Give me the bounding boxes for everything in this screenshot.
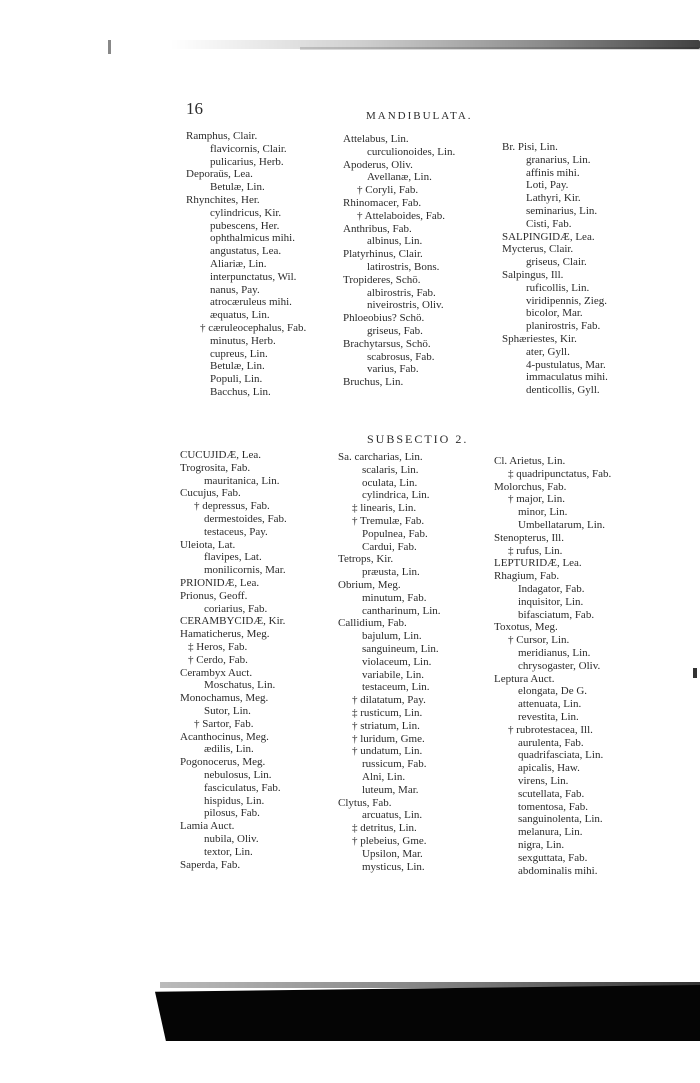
species-entry: Phloeobius? Schö. [343, 312, 425, 325]
species-entry: scutellata, Fab. [518, 787, 585, 800]
species-entry: Rhynchites, Her. [186, 193, 260, 206]
species-entry: meridianus, Lin. [518, 646, 591, 659]
species-entry: latirostris, Bons. [367, 260, 440, 273]
species-entry: Ramphus, Clair. [186, 130, 258, 142]
species-entry: tomentosa, Fab. [518, 800, 588, 813]
species-entry: griseus, Fab. [367, 324, 423, 337]
species-entry: † Cerdo, Fab. [188, 653, 248, 666]
species-entry: Bacchus, Lin. [210, 385, 271, 398]
species-entry: cylindrica, Lin. [362, 489, 430, 502]
species-entry: revestita, Lin. [518, 710, 579, 723]
species-entry: niveirostris, Oliv. [367, 299, 444, 312]
species-entry: elongata, De G. [518, 685, 588, 698]
species-entry: † undatum, Lin. [352, 745, 423, 758]
margin-mark [108, 40, 111, 54]
species-entry: viridipennis, Zieg. [526, 294, 607, 307]
species-entry: Obrium, Meg. [338, 578, 401, 591]
species-entry: mysticus, Lin. [362, 860, 425, 873]
species-entry: cantharinum, Lin. [362, 604, 441, 617]
species-entry: ‡ linearis, Lin. [352, 502, 417, 515]
species-entry: Br. Pisi, Lin. [502, 141, 558, 153]
species-entry: sanguineum, Lin. [362, 642, 439, 655]
species-entry: aurulenta, Fab. [518, 736, 584, 749]
species-entry: nebulosus, Lin. [204, 768, 272, 781]
species-entry: ‡ rusticum, Lin. [352, 706, 423, 719]
species-entry: Molorchus, Fab. [494, 480, 567, 493]
species-entry: † dilatatum, Pay. [352, 694, 426, 707]
species-entry: Sa. carcharias, Lin. [338, 451, 423, 463]
species-entry: 4-pustulatus, Mar. [526, 358, 606, 371]
species-entry: † Cursor, Lin. [508, 634, 570, 647]
species-entry: æquatus, Lin. [210, 309, 270, 322]
species-entry: Lathyri, Kir. [526, 192, 581, 205]
species-entry: atrocæruleus mihi. [210, 296, 292, 309]
species-entry: Cucujus, Fab. [180, 487, 241, 500]
species-entry: Cisti, Fab. [526, 217, 572, 230]
species-entry: Callidium, Fab. [338, 617, 407, 630]
species-entry: Clytus, Fab. [338, 796, 392, 809]
species-entry: russicum, Fab. [362, 758, 427, 771]
species-entry: abdominalis mihi. [518, 864, 598, 877]
species-entry: oculata, Lin. [362, 476, 418, 489]
species-entry: Cerambyx Auct. [180, 666, 253, 679]
species-entry: ‡ quadripunctatus, Fab. [508, 467, 612, 480]
species-entry: nubila, Oliv. [204, 832, 259, 845]
species-entry: coriarius, Fab. [204, 602, 268, 615]
species-entry: sanguinolenta, Lin. [518, 813, 603, 826]
species-entry: Mycterus, Clair. [502, 243, 574, 256]
species-entry: Aliariæ, Lin. [210, 257, 267, 270]
species-entry: ‡ detritus, Lin. [352, 822, 417, 835]
species-entry: testaceum, Lin. [362, 681, 430, 694]
species-entry: Betulæ, Lin. [210, 360, 265, 373]
species-entry: Loti, Pay. [526, 179, 569, 192]
species-entry: griseus, Clair. [526, 256, 587, 269]
species-entry: variabile, Lin. [362, 668, 425, 681]
species-entry: scabrosus, Fab. [367, 350, 435, 363]
species-entry: Cl. Arietus, Lin. [494, 455, 566, 467]
species-entry: immaculatus mihi. [526, 371, 608, 384]
species-entry: scalaris, Lin. [362, 463, 419, 476]
species-entry: Toxotus, Meg. [494, 621, 558, 634]
species-entry: denticollis, Gyll. [526, 384, 600, 397]
species-entry: bifasciatum, Fab. [518, 608, 595, 621]
species-entry: melanura, Lin. [518, 826, 583, 839]
species-entry: ‡ rufus, Lin. [508, 544, 563, 557]
species-entry: nanus, Pay. [210, 283, 260, 296]
species-entry: attenuata, Lin. [518, 698, 582, 711]
species-entry: Tropideres, Schö. [343, 273, 421, 286]
species-column-6 [494, 455, 611, 877]
species-entry: Moschatus, Lin. [204, 679, 276, 692]
species-entry: Stenopterus, Ill. [494, 531, 564, 544]
species-entry: ater, Gyll. [526, 345, 570, 358]
species-entry: † Coryli, Fab. [357, 184, 419, 197]
species-entry: Acanthocinus, Meg. [180, 730, 269, 743]
species-entry: flavicornis, Clair. [210, 142, 287, 155]
species-entry: Upsilon, Mar. [362, 847, 423, 860]
species-entry: Attelabus, Lin. [343, 133, 409, 145]
species-entry: † striatum, Lin. [352, 719, 420, 732]
species-entry: fasciculatus, Fab. [204, 781, 281, 794]
species-entry: Saperda, Fab. [180, 858, 241, 871]
species-entry: Bruchus, Lin. [343, 376, 404, 389]
species-entry: albirostris, Fab. [367, 286, 436, 299]
scan-bottom-shadow [155, 985, 700, 1041]
species-entry: † plebeius, Gme. [352, 834, 427, 847]
subsection-heading: SUBSECTIO 2. [367, 432, 469, 446]
species-entry: PRIONIDÆ, Lea. [180, 576, 260, 589]
species-entry: inquisitor, Lin. [518, 595, 584, 608]
species-entry: præusta, Lin. [362, 566, 420, 579]
species-entry: hispidus, Lin. [204, 794, 265, 807]
margin-mark [693, 668, 697, 678]
species-entry: Uleiota, Lat. [180, 538, 236, 551]
species-entry: pulicarius, Herb. [210, 155, 284, 168]
species-entry: ‡ Heros, Fab. [188, 640, 248, 653]
species-column-4 [180, 449, 287, 871]
species-entry: † depressus, Fab. [194, 500, 270, 513]
species-entry: flavipes, Lat. [204, 551, 262, 564]
species-entry: pilosus, Fab. [204, 807, 260, 820]
species-entry: Lamia Auct. [180, 820, 235, 833]
species-entry: Umbellatarum, Lin. [518, 518, 606, 531]
species-entry: angustatus, Lea. [210, 245, 282, 258]
species-entry: Hamaticherus, Meg. [180, 628, 270, 641]
species-entry: monilicornis, Mar. [204, 564, 286, 577]
species-entry: Tetrops, Kir. [338, 553, 394, 566]
species-entry: mauritanica, Lin. [204, 474, 280, 487]
species-entry: curculionoides, Lin. [367, 145, 456, 158]
species-entry: CUCUJIDÆ, Lea. [180, 449, 261, 461]
species-entry: Sphæriestes, Kir. [502, 332, 577, 345]
species-entry: Monochamus, Meg. [180, 692, 269, 705]
species-entry: Alni, Lin. [362, 770, 406, 783]
species-entry: SALPINGIDÆ, Lea. [502, 230, 595, 243]
species-entry: cupreus, Lin. [210, 347, 268, 360]
species-entry: bajulum, Lin. [362, 630, 422, 643]
species-entry: Deporaüs, Lea. [186, 168, 253, 181]
species-entry: arcuatus, Lin. [362, 809, 423, 822]
species-entry: violaceum, Lin. [362, 655, 432, 668]
species-entry: varius, Fab. [367, 363, 419, 376]
species-entry: † cæruleocephalus, Fab. [200, 321, 307, 334]
species-column-5 [338, 451, 441, 873]
species-entry: Trogrosita, Fab. [180, 461, 251, 474]
page-top-edge-line [300, 47, 700, 50]
species-entry: ruficollis, Lin. [526, 281, 590, 294]
species-entry: ophthalmicus mihi. [210, 232, 295, 245]
species-entry: CERAMBYCIDÆ, Kir. [180, 615, 286, 628]
species-entry: minutus, Herb. [210, 334, 276, 347]
species-entry: Anthribus, Fab. [343, 222, 412, 235]
species-entry: † Sartor, Fab. [194, 717, 254, 730]
species-entry: † Tremulæ, Fab. [352, 514, 425, 527]
species-entry: bicolor, Mar. [526, 307, 583, 320]
species-entry: affinis mihi. [526, 166, 580, 179]
species-entry: Salpingus, Ill. [502, 268, 564, 281]
species-entry: minor, Lin. [518, 506, 568, 519]
species-entry: minutum, Fab. [362, 591, 427, 604]
species-entry: apicalis, Haw. [518, 762, 580, 775]
species-entry: Cardui, Fab. [362, 540, 417, 553]
species-entry: † luridum, Gme. [352, 732, 425, 745]
species-entry: Apoderus, Oliv. [343, 158, 413, 171]
species-entry: pubescens, Her. [210, 219, 280, 232]
species-entry: quadrifasciata, Lin. [518, 749, 604, 762]
species-entry: † Attelaboides, Fab. [357, 209, 445, 222]
species-entry: Leptura Auct. [494, 672, 555, 685]
species-entry: testaceus, Pay. [204, 525, 268, 538]
species-entry: LEPTURIDÆ, Lea. [494, 557, 582, 570]
species-entry: Platyrhinus, Clair. [343, 248, 423, 261]
species-entry: Prionus, Geoff. [180, 589, 248, 602]
species-entry: granarius, Lin. [526, 153, 591, 166]
species-entry: nigra, Lin. [518, 838, 565, 851]
species-entry: Avellanæ, Lin. [367, 171, 432, 184]
species-entry: Sutor, Lin. [204, 704, 251, 717]
species-entry: † major, Lin. [508, 493, 565, 506]
species-entry: dermestoides, Fab. [204, 512, 287, 525]
species-entry: Rhagium, Fab. [494, 570, 560, 583]
species-entry: sexguttata, Fab. [518, 851, 588, 864]
species-entry: cylindricus, Kir. [210, 206, 282, 219]
page-number: 16 [186, 99, 203, 118]
species-column-3 [502, 141, 608, 397]
species-entry: Indagator, Fab. [518, 582, 585, 595]
species-column-1 [186, 130, 306, 399]
species-entry: Pogonocerus, Meg. [180, 756, 266, 769]
species-entry: interpunctatus, Wil. [210, 270, 297, 283]
species-column-2 [343, 133, 455, 389]
species-entry: chrysogaster, Oliv. [518, 659, 601, 672]
species-entry: Populnea, Fab. [362, 527, 428, 540]
species-entry: planirostris, Fab. [526, 320, 601, 333]
species-entry: albinus, Lin. [367, 235, 423, 248]
species-entry: Brachytarsus, Schö. [343, 337, 431, 350]
species-entry: ædilis, Lin. [204, 743, 254, 756]
species-entry: virens, Lin. [518, 774, 569, 787]
species-entry: Populi, Lin. [210, 373, 263, 386]
running-head: MANDIBULATA. [366, 110, 473, 122]
species-entry: textor, Lin. [204, 845, 253, 858]
species-entry: † rubrotestacea, Ill. [508, 723, 593, 736]
species-entry: seminarius, Lin. [526, 204, 598, 217]
species-entry: Betulæ, Lin. [210, 181, 265, 194]
species-entry: luteum, Mar. [362, 783, 419, 796]
species-entry: Rhinomacer, Fab. [343, 196, 422, 209]
